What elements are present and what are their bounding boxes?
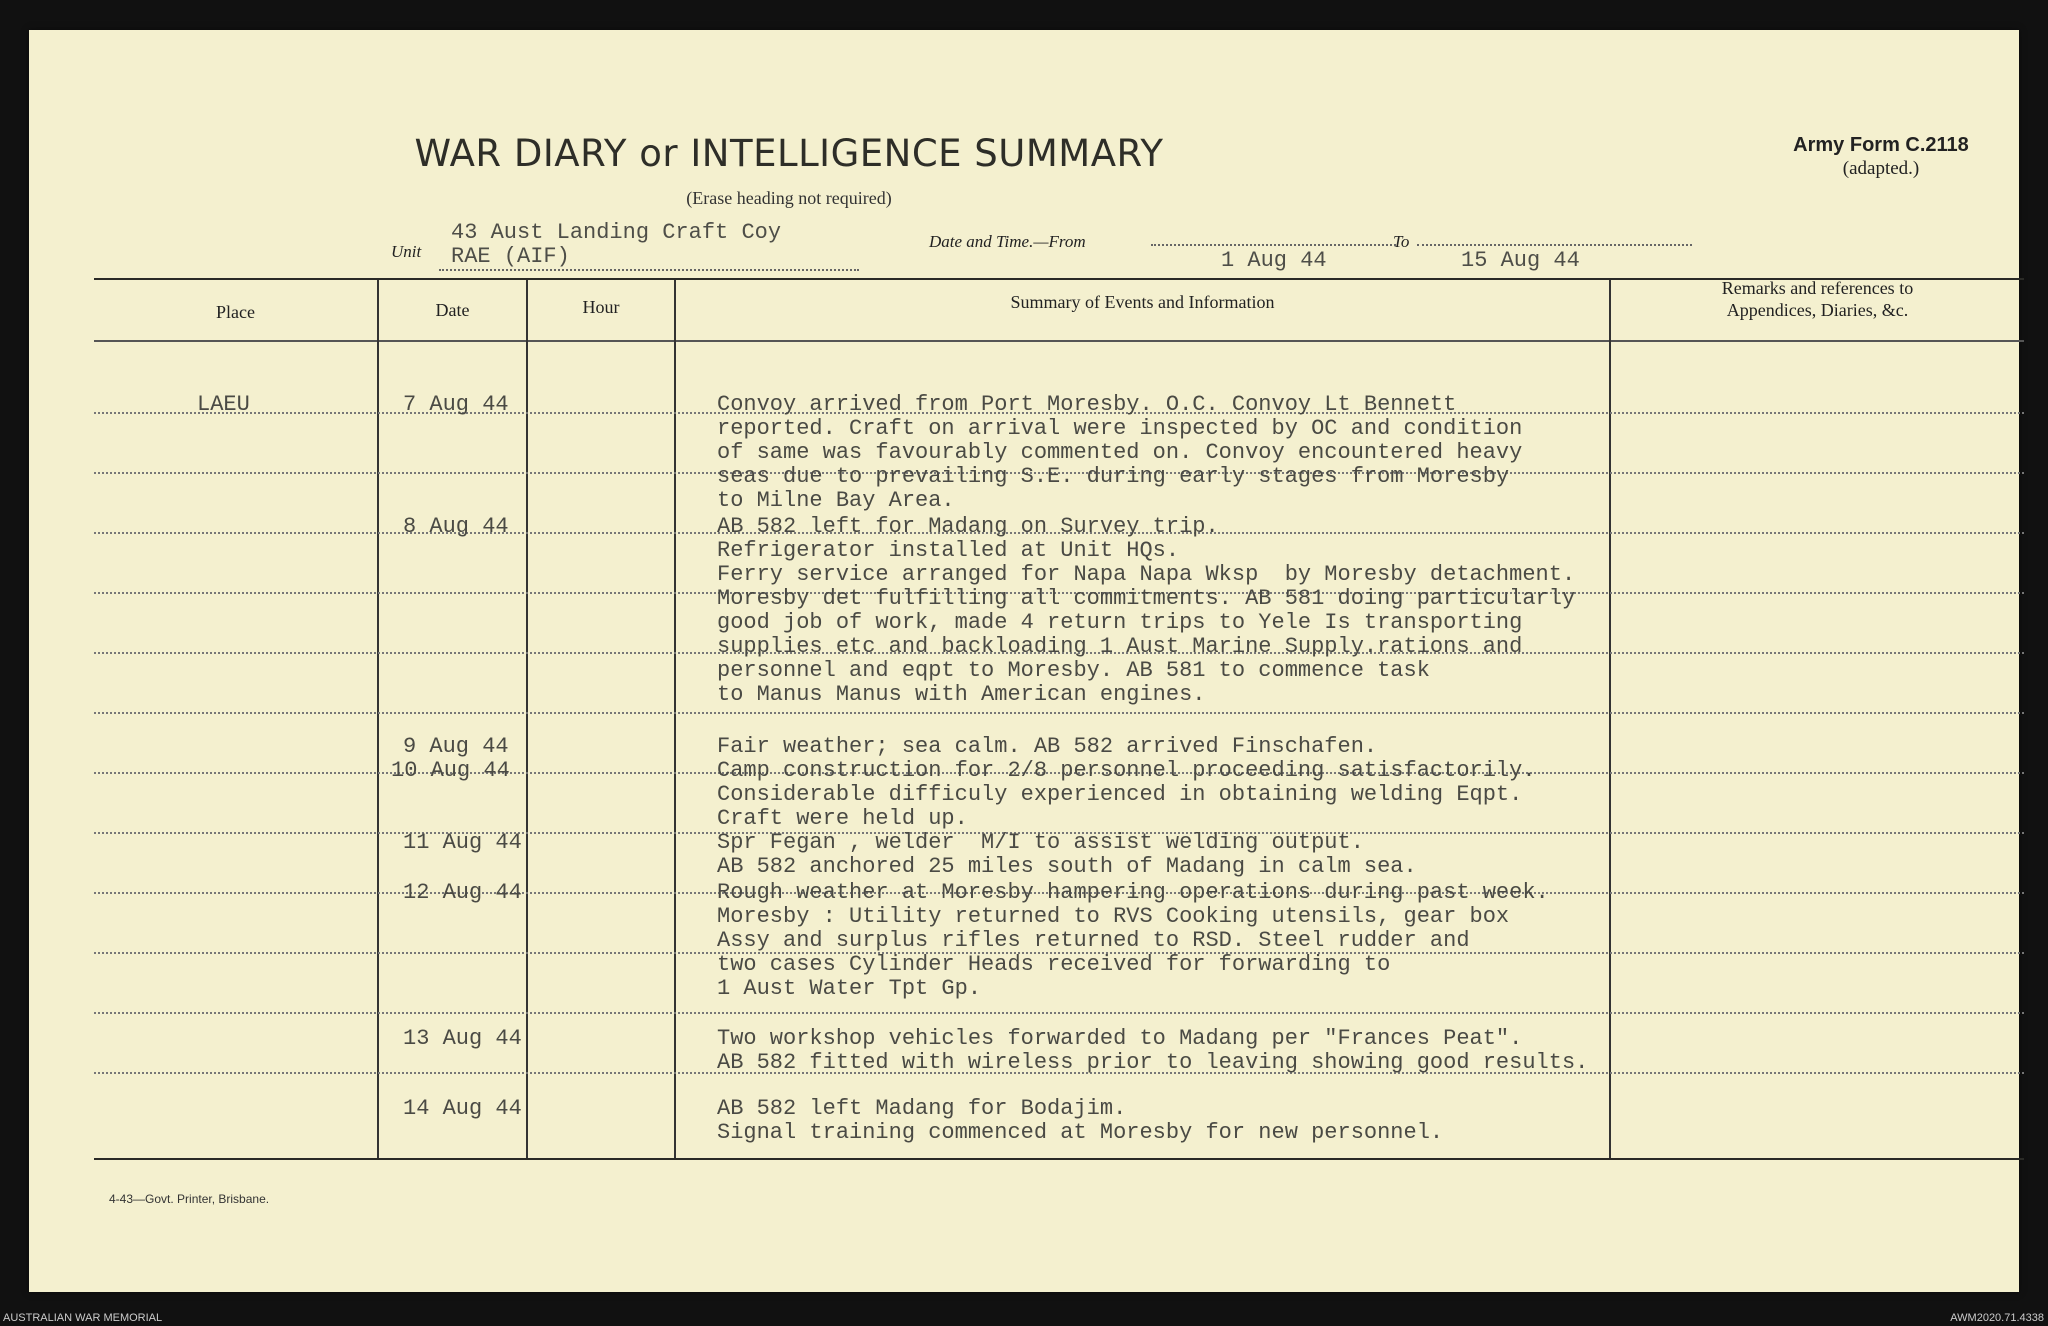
entry-line: AB 582 left Madang for Bodajim.	[717, 1096, 1127, 1121]
date-time-from-label: Date and Time.—From	[929, 232, 1086, 251]
entry-line: Spr Fegan , welder M/I to assist welding output.	[717, 830, 1364, 855]
entry-date: 11 Aug 44	[403, 830, 522, 855]
entry-line: Ferry service arranged for Napa Napa Wksp by Moresby detachment.	[717, 562, 1576, 587]
entry-line: Convoy arrived from Port Moresby. O.C. Convoy Lt Bennett	[717, 392, 1457, 417]
header-remarks-1: Remarks and references to	[1721, 278, 1914, 298]
header-rule	[94, 340, 2024, 342]
entry-line: Refrigerator installed at Unit HQs.	[717, 538, 1180, 563]
header-hour: Hour	[582, 297, 620, 317]
unit-line-2: RAE (AIF)	[451, 244, 570, 269]
entry-line: Considerable difficuly experienced in obtaining welding Eqpt.	[717, 782, 1523, 807]
entry-line: supplies etc and backloading 1 Aust Marine Supply.rations and	[717, 634, 1523, 659]
from-underline	[1151, 244, 1396, 246]
entry-place: LAEU	[197, 392, 250, 417]
entry-date: 12 Aug 44	[403, 880, 522, 905]
entry-line: Camp construction for 2/8 personnel proceeding satisfactorily.	[717, 758, 1536, 783]
ruled-line	[94, 712, 2024, 714]
entry-line: AB 582 left for Madang on Survey trip.	[717, 514, 1219, 539]
to-underline	[1417, 244, 1692, 246]
entry-line: 1 Aust Water Tpt Gp.	[717, 976, 982, 1001]
table-bottom-rule	[94, 1158, 2024, 1160]
entry-line: reported. Craft on arrival were inspected by OC and condition	[717, 416, 1523, 441]
entry-date: 8 Aug 44	[403, 514, 509, 539]
ruled-line	[94, 1012, 2024, 1014]
entry-line: Fair weather; sea calm. AB 582 arrived Finschafen.	[717, 734, 1378, 759]
printer-imprint: 4-43—Govt. Printer, Brisbane.	[109, 1192, 270, 1206]
entry-line: of same was favourably commented on. Convoy encountered heavy	[717, 440, 1523, 465]
unit-line-1: 43 Aust Landing Craft Coy	[451, 220, 782, 245]
unit-underline	[439, 269, 859, 271]
entry-line: Moresby : Utility returned to RVS Cooking utensils, gear box	[717, 904, 1510, 929]
to-value: 15 Aug 44	[1461, 248, 1580, 273]
entry-line: Moresby det fulfilling all commitments. AB 581 doing particularly	[717, 586, 1576, 611]
header-place: Place	[216, 302, 255, 322]
to-label: To	[1393, 232, 1410, 251]
entry-line: seas due to prevailing S.E. during early stages from Moresby	[717, 464, 1510, 489]
form-title: WAR DIARY or INTELLIGENCE SUMMARY	[414, 132, 1164, 175]
entry-line: two cases Cylinder Heads received for forwarding to	[717, 952, 1391, 977]
entry-line: good job of work, made 4 return trips to Yele Is transporting	[717, 610, 1523, 635]
entry-line: AB 582 anchored 25 miles south of Madang in calm sea.	[717, 854, 1417, 879]
entry-date: 10 Aug 44	[391, 758, 510, 783]
entry-line: to Manus Manus with American engines.	[717, 682, 1206, 707]
archive-caption-left: AUSTRALIAN WAR MEMORIAL	[3, 1312, 163, 1324]
entry-date: 9 Aug 44	[403, 734, 509, 759]
archive-caption-right: AWM2020.71.4338	[1950, 1312, 2044, 1324]
entry-line: Rough weather at Moresby hampering operations during past week.	[717, 880, 1549, 905]
army-form-number: Army Form C.2118	[1793, 134, 1969, 156]
entry-line: Two workshop vehicles forwarded to Madang per "Frances Peat".	[717, 1026, 1523, 1051]
unit-label: Unit	[391, 242, 422, 261]
header-summary: Summary of Events and Information	[1010, 292, 1275, 312]
entry-date: 13 Aug 44	[403, 1026, 522, 1051]
entry-line: Assy and surplus rifles returned to RSD. Steel rudder and	[717, 928, 1470, 953]
entry-line: personnel and eqpt to Moresby. AB 581 to commence task	[717, 658, 1430, 683]
entry-line: to Milne Bay Area.	[717, 488, 955, 513]
document-sheet	[29, 30, 2019, 1292]
header-date: Date	[435, 300, 470, 320]
entry-date: 14 Aug 44	[403, 1096, 522, 1121]
adapted-note: (adapted.)	[1842, 158, 1920, 179]
header-remarks-2: Appendices, Diaries, &c.	[1726, 300, 1909, 320]
entry-line: Craft were held up.	[717, 806, 968, 831]
from-value: 1 Aug 44	[1221, 248, 1327, 273]
entry-line: Signal training commenced at Moresby for new personnel.	[717, 1120, 1444, 1145]
erase-note: (Erase heading not required)	[686, 188, 892, 208]
entry-date: 7 Aug 44	[403, 392, 509, 417]
entry-line: AB 582 fitted with wireless prior to leaving showing good results.	[717, 1050, 1589, 1075]
